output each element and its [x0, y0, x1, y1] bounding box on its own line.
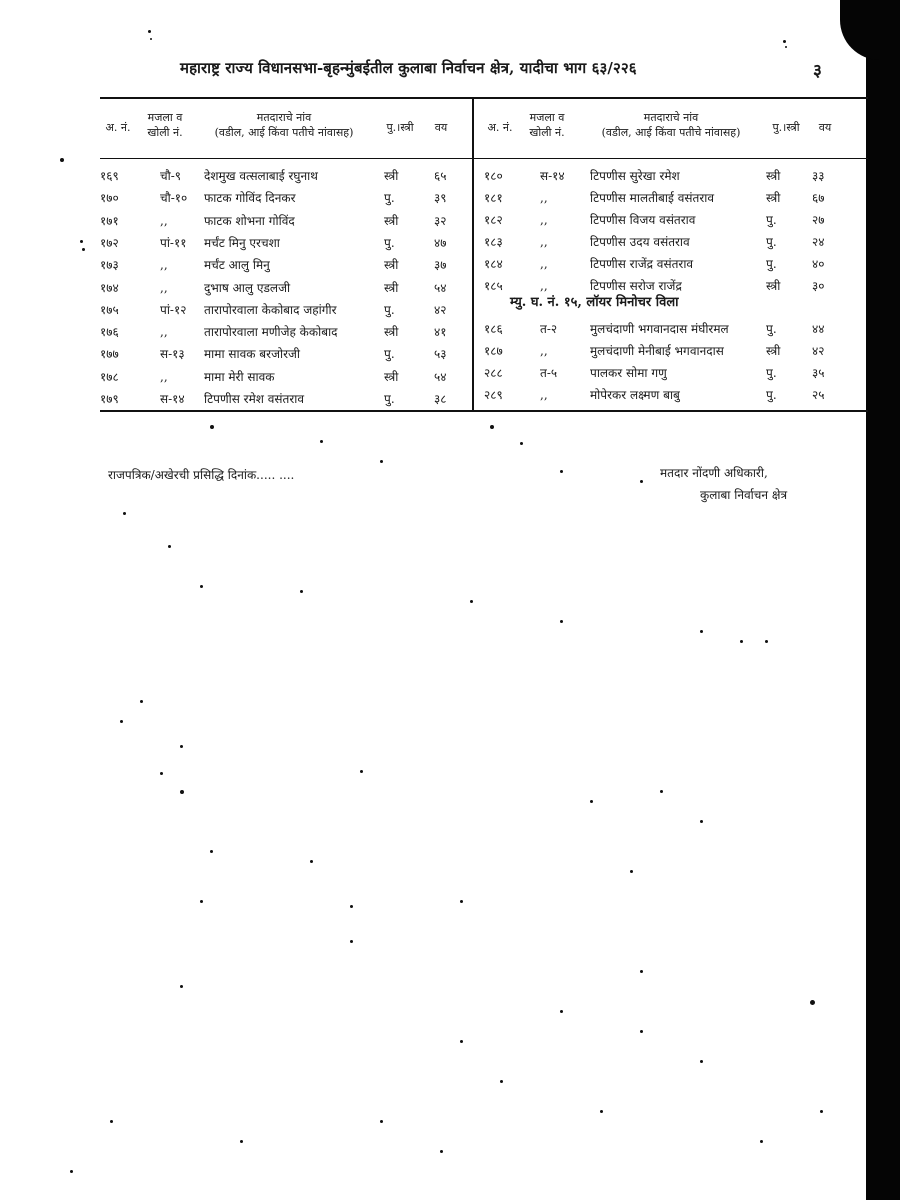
- serial-number: १७१: [100, 213, 119, 228]
- col-header-serial-left: अ. नं.: [105, 121, 131, 134]
- table-row: [100, 388, 470, 410]
- col-header-name-line1: मतदाराचे नांव: [256, 111, 312, 124]
- room-number: चौ-१०: [160, 191, 188, 206]
- room-number: ,,: [540, 213, 548, 227]
- scan-speck: [500, 1080, 503, 1083]
- voter-age: ६७: [812, 191, 825, 205]
- voter-age: ३८: [434, 392, 447, 406]
- serial-number: १८२: [484, 213, 503, 227]
- scan-speck: [180, 745, 183, 748]
- voter-name: दुभाष आलु एडलजी: [204, 280, 291, 295]
- building-section-heading: म्यु. घ. नं. १५, लॉयर मिनोचर विला: [510, 295, 679, 310]
- scan-speck: [560, 1010, 563, 1013]
- col-header-name-right: [576, 110, 766, 140]
- scan-speck: [460, 900, 463, 903]
- serial-number: १७५: [100, 302, 119, 317]
- scan-left-margin: [0, 0, 60, 1200]
- col-header-name-left: [194, 110, 374, 140]
- scan-speck: [640, 1030, 643, 1033]
- room-number: पां-११: [160, 235, 187, 250]
- voter-age: ४२: [812, 344, 825, 358]
- scan-speck: [70, 1170, 73, 1173]
- voter-age: २४: [812, 235, 825, 249]
- room-number: ,,: [160, 213, 168, 228]
- voter-name: मुलचंदाणी मेनीबाई भगवानदास: [590, 344, 724, 358]
- table-row: [100, 299, 470, 321]
- voter-age: ५४: [434, 369, 447, 384]
- serial-number: १७७: [100, 347, 119, 362]
- voter-sex: स्त्री: [384, 280, 399, 295]
- voter-age: २७: [812, 213, 825, 227]
- scan-speck: [490, 425, 494, 429]
- table-row: [484, 253, 854, 275]
- scan-speck: [310, 860, 313, 863]
- scan-speck: [700, 1060, 703, 1063]
- voter-age: ३२: [434, 213, 447, 228]
- voter-sex: स्त्री: [766, 169, 781, 183]
- col-header-sex-left: पु.।स्त्री: [386, 121, 414, 134]
- table-row: [100, 210, 470, 232]
- scan-speck: [560, 470, 563, 473]
- col-header-name-line2: (वडील, आई किंवा पतीचे नांवासह): [214, 126, 354, 139]
- room-number: पां-१२: [160, 302, 187, 317]
- voter-sex: पु.: [766, 388, 777, 402]
- voter-age: ३०: [812, 279, 825, 293]
- voter-sex: स्त्री: [384, 369, 399, 384]
- scan-speck: [123, 512, 126, 515]
- table-row: [100, 366, 470, 388]
- serial-number: १६९: [100, 169, 119, 183]
- scan-speck: [360, 770, 363, 773]
- voter-name: फाटक शोभना गोविंद: [204, 213, 295, 228]
- voter-name: टिपणीस सुरेखा रमेश: [590, 169, 680, 183]
- room-number: ,,: [540, 344, 548, 358]
- scan-speck: [380, 1120, 383, 1123]
- voter-sex: स्त्री: [384, 325, 399, 340]
- serial-number: १७०: [100, 191, 119, 206]
- voter-name: टिपणीस रमेश वसंतराव: [204, 392, 305, 406]
- scan-speck: [700, 820, 703, 823]
- scan-speck: [150, 38, 152, 40]
- scan-speck: [470, 600, 473, 603]
- room-number: ,,: [160, 280, 168, 295]
- scan-speck: [148, 30, 151, 33]
- table-bottom-rule: [100, 410, 868, 412]
- voter-sex: पु.: [384, 191, 395, 206]
- table-row: [100, 187, 470, 209]
- voter-sex: पु.: [384, 392, 395, 406]
- scan-speck: [180, 985, 183, 988]
- voter-name: टिपणीस विजय वसंतराव: [590, 213, 696, 227]
- room-number: त-५: [540, 366, 558, 380]
- voter-name: तारापोरवाला केकोबाद जहांगीर: [204, 302, 337, 317]
- scan-speck: [320, 440, 323, 443]
- voter-name: फाटक गोविंद दिनकर: [204, 191, 296, 206]
- col-header-room-left: मजला व खोली नं.: [147, 111, 183, 139]
- voter-age: ४१: [434, 325, 447, 340]
- voter-sex: स्त्री: [384, 169, 399, 183]
- table-row: [484, 362, 854, 384]
- table-row: [484, 165, 854, 187]
- scan-speck: [560, 620, 563, 623]
- scan-speck: [380, 460, 383, 463]
- table-row: [484, 318, 854, 340]
- scan-speck: [740, 640, 743, 643]
- table-row: [484, 231, 854, 253]
- voter-sex: स्त्री: [384, 213, 399, 228]
- scan-speck: [350, 905, 353, 908]
- voter-age: ४७: [434, 235, 447, 250]
- voter-name: मुलचंदाणी भगवानदास मंघीरमल: [590, 322, 729, 336]
- scan-speck: [200, 900, 203, 903]
- scan-speck: [300, 590, 303, 593]
- room-number: स-१४: [160, 392, 185, 406]
- serial-number: १७६: [100, 325, 119, 340]
- serial-number: १८१: [484, 191, 503, 205]
- room-number: ,,: [160, 369, 168, 384]
- serial-number: १८४: [484, 257, 503, 271]
- room-number: स-१३: [160, 347, 185, 362]
- page-number: ३: [813, 61, 822, 81]
- voter-sex: पु.: [766, 213, 777, 227]
- voter-sex: पु.: [766, 366, 777, 380]
- table-row: [100, 165, 470, 187]
- scan-speck: [60, 158, 64, 162]
- col-header-name-line1: मतदाराचे नांव: [643, 111, 699, 124]
- voter-age: २५: [812, 388, 825, 402]
- room-number: ,,: [540, 235, 548, 249]
- serial-number: २८९: [484, 388, 503, 402]
- scan-speck: [640, 970, 643, 973]
- col-header-age-right: वय: [818, 121, 832, 134]
- table-header-rule: [100, 158, 868, 159]
- room-number: चौ-९: [160, 169, 182, 183]
- voter-sex: पु.: [384, 347, 395, 362]
- voter-age: ६५: [434, 169, 447, 183]
- voter-sex: स्त्री: [766, 279, 781, 293]
- col-header-name-line2: (वडील, आई किंवा पतीचे नांवासह): [601, 126, 741, 139]
- officer-title: मतदार नोंदणी अधिकारी,: [660, 466, 768, 480]
- voter-sex: स्त्री: [766, 344, 781, 358]
- scan-speck: [765, 640, 768, 643]
- voter-name: टिपणीस मालतीबाई वसंतराव: [590, 191, 715, 205]
- col-header-room-right: मजला व खोली नं.: [529, 111, 565, 139]
- table-row: [100, 321, 470, 343]
- table-row: [484, 340, 854, 362]
- voter-name: मर्चंट मिनु एरचशा: [204, 235, 280, 250]
- scan-speck: [460, 1040, 463, 1043]
- serial-number: १८५: [484, 279, 503, 293]
- voter-age: ३३: [812, 169, 825, 183]
- scan-speck: [785, 46, 787, 48]
- table-row: [100, 277, 470, 299]
- voter-age: ५४: [434, 280, 447, 295]
- room-number: ,,: [540, 279, 548, 293]
- scan-speck: [160, 772, 163, 775]
- scan-speck: [590, 800, 593, 803]
- voter-name: मामा सावक बरजोरजी: [204, 347, 300, 362]
- voter-sex: पु.: [766, 235, 777, 249]
- voter-name: मोपेरकर लक्ष्मण बाबु: [590, 388, 680, 402]
- page-title: महाराष्ट्र राज्य विधानसभा-बृहन्मुंबईतील कुलाबा निर्वाचन क्षेत्र, यादीचा भाग ६३/२२६: [180, 59, 637, 77]
- scan-right-edge-curve: [840, 0, 880, 60]
- voter-sex: पु.: [766, 322, 777, 336]
- serial-number: १७२: [100, 235, 119, 250]
- scan-speck: [350, 940, 353, 943]
- voter-age: ४०: [812, 257, 825, 271]
- serial-number: २८८: [484, 366, 503, 380]
- table-row: [484, 384, 854, 406]
- voter-sex: स्त्री: [384, 258, 399, 273]
- scan-speck: [440, 1150, 443, 1153]
- room-number: स-१४: [540, 169, 565, 183]
- voter-name: टिपणीस राजेंद्र वसंतराव: [590, 257, 694, 271]
- col-header-age-left: वय: [434, 121, 448, 134]
- voter-age: ३५: [812, 366, 825, 380]
- col-header-serial-right: अ. नं.: [487, 121, 513, 134]
- voter-name: मर्चंट आलु मिनु: [204, 258, 270, 273]
- table-row: [100, 343, 470, 365]
- scan-speck: [180, 790, 184, 794]
- scan-speck: [660, 790, 663, 793]
- scan-speck: [210, 850, 213, 853]
- scan-speck: [700, 630, 703, 633]
- serial-number: १७३: [100, 258, 119, 273]
- scan-speck: [640, 480, 643, 483]
- scan-speck: [80, 240, 83, 243]
- room-number: ,,: [160, 258, 168, 273]
- voter-name: टिपणीस उदय वसंतराव: [590, 235, 690, 249]
- table-top-rule: [100, 97, 868, 99]
- serial-number: १७८: [100, 369, 119, 384]
- room-number: ,,: [540, 257, 548, 271]
- scan-speck: [630, 870, 633, 873]
- voter-name: देशमुख वत्सलाबाई रघुनाथ: [204, 169, 318, 183]
- voter-name: मामा मेरी सावक: [204, 369, 275, 384]
- scan-speck: [140, 700, 143, 703]
- scan-speck: [810, 1000, 815, 1005]
- room-number: ,,: [160, 325, 168, 340]
- voter-sex: पु.: [766, 257, 777, 271]
- voter-name: पालकर सोमा गणु: [590, 366, 667, 380]
- scan-speck: [820, 1110, 823, 1113]
- room-number: त-२: [540, 322, 558, 336]
- serial-number: १८०: [484, 169, 503, 183]
- voter-name: तारापोरवाला मणीजेह केकोबाद: [204, 325, 338, 340]
- serial-number: १७९: [100, 392, 119, 406]
- voter-sex: स्त्री: [766, 191, 781, 205]
- table-row: [100, 232, 470, 254]
- scan-speck: [760, 1140, 763, 1143]
- voter-age: ४२: [434, 302, 447, 317]
- scan-speck: [120, 720, 123, 723]
- table-row: [100, 254, 470, 276]
- voter-age: ३७: [434, 258, 447, 273]
- voter-name: टिपणीस सरोज राजेंद्र: [590, 279, 682, 293]
- voter-age: ३९: [434, 191, 447, 206]
- room-number: ,,: [540, 388, 548, 402]
- voter-sex: पु.: [384, 235, 395, 250]
- col-header-sex-right: पु.।स्त्री: [772, 121, 800, 134]
- serial-number: १८६: [484, 322, 503, 336]
- scan-speck: [110, 1120, 113, 1123]
- scan-speck: [600, 1110, 603, 1113]
- publication-date-label: राजपत्रिक/अखेरची प्रसिद्धि दिनांक..... ....: [108, 468, 295, 482]
- scan-speck: [240, 1140, 243, 1143]
- voter-age: ५३: [434, 347, 447, 362]
- scan-speck: [520, 442, 523, 445]
- scan-speck: [783, 40, 786, 43]
- table-row: [484, 209, 854, 231]
- voter-sex: पु.: [384, 302, 395, 317]
- scan-speck: [168, 545, 171, 548]
- table-column-divider: [472, 99, 474, 410]
- scan-speck: [200, 585, 203, 588]
- scan-speck: [82, 248, 85, 251]
- room-number: ,,: [540, 191, 548, 205]
- scan-speck: [210, 425, 214, 429]
- serial-number: १८७: [484, 344, 503, 358]
- serial-number: १८३: [484, 235, 503, 249]
- officer-constituency: कुलाबा निर्वाचन क्षेत्र: [700, 488, 788, 502]
- table-row: [484, 187, 854, 209]
- scan-right-edge: [866, 0, 900, 1200]
- voter-age: ४४: [812, 322, 825, 336]
- serial-number: १७४: [100, 280, 119, 295]
